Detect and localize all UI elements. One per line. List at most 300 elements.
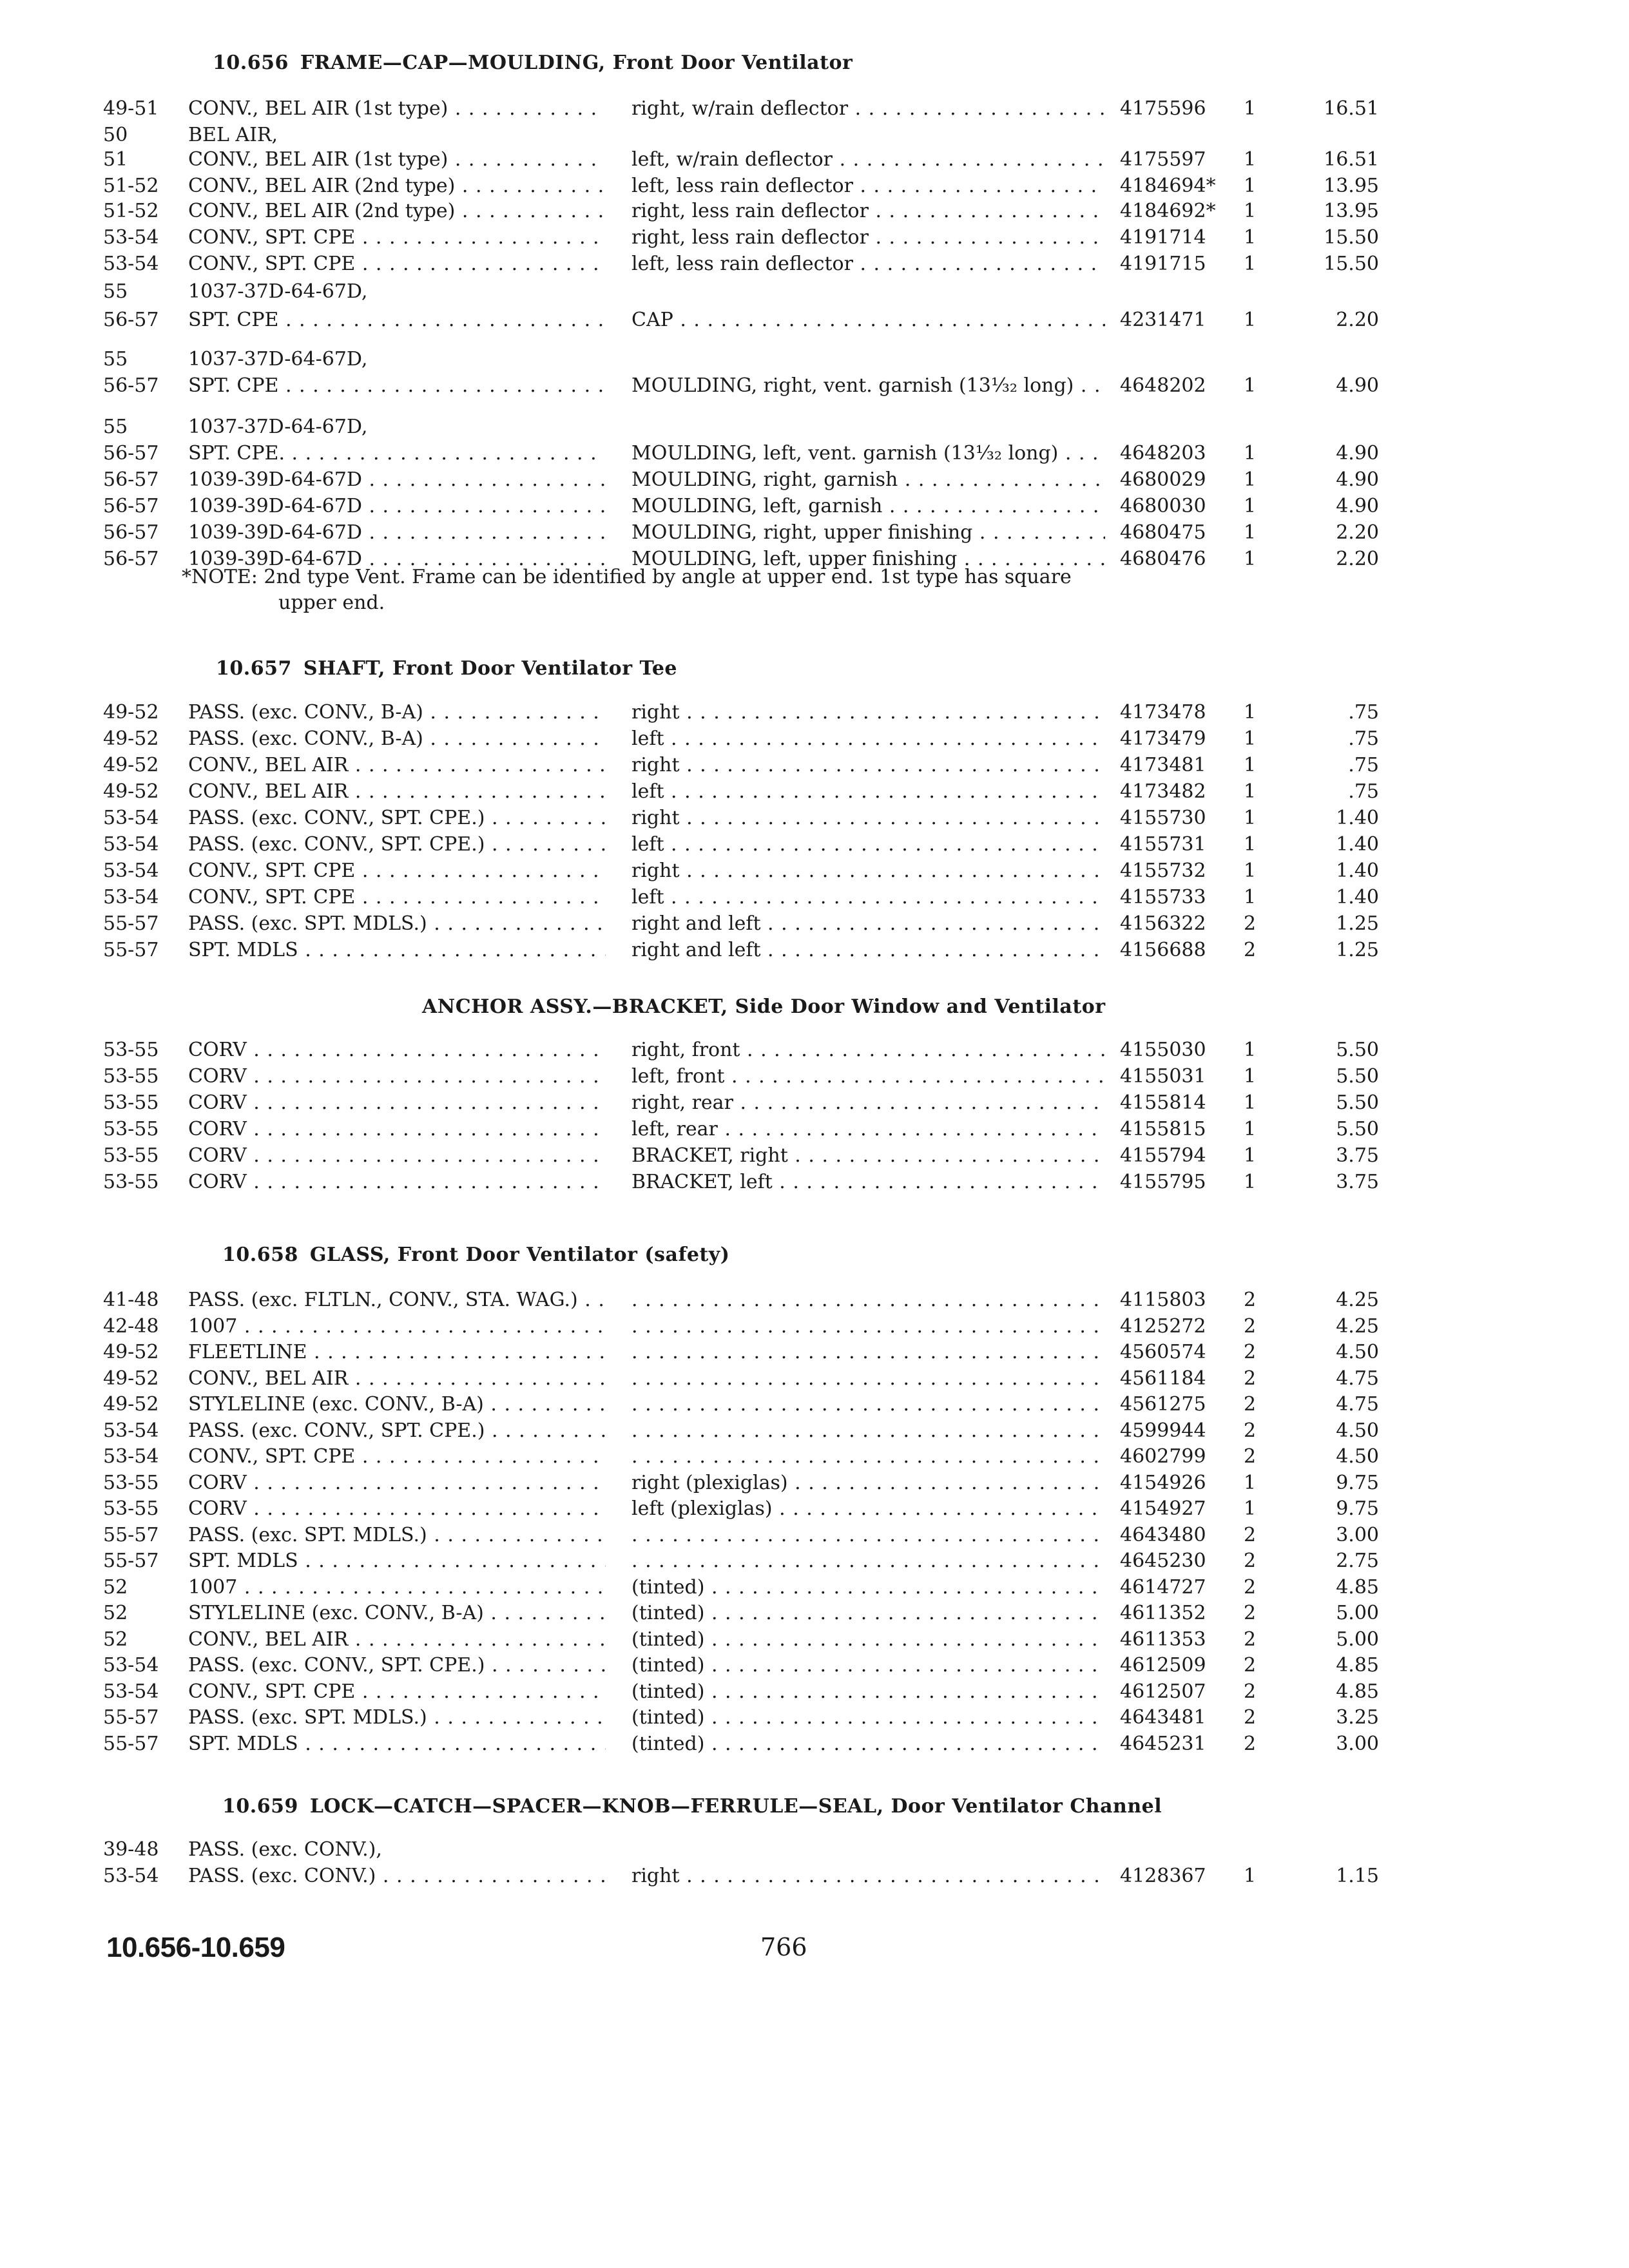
model-year: 51 bbox=[103, 148, 128, 171]
quantity: 2 bbox=[1244, 1550, 1257, 1572]
part-description bbox=[631, 1287, 1105, 1313]
quantity: 1 bbox=[1244, 200, 1257, 222]
part-row bbox=[0, 519, 1629, 546]
model-description: PASS. (exc. CONV.), bbox=[188, 1838, 382, 1861]
part-row bbox=[0, 1731, 1629, 1757]
model-description: CORV . . . bbox=[188, 1116, 606, 1142]
part-row bbox=[0, 1142, 1629, 1169]
model-description: CONV., BEL AIR . . . bbox=[188, 1365, 606, 1392]
model-description: PASS. (exc. SPT. MDLS.) . . . bbox=[188, 1704, 606, 1731]
part-number: 4648202 bbox=[1120, 374, 1206, 397]
price: 5.50 bbox=[1336, 1065, 1379, 1088]
model-description: 1039-39D-64-67D . . . bbox=[188, 519, 606, 546]
model-year: 53-55 bbox=[103, 1497, 159, 1520]
part-description: MOULDING, right, vent. garnish (13⅟₃₂ long) . . . bbox=[631, 372, 1105, 399]
part-number: 4173479 bbox=[1120, 727, 1206, 750]
price: 16.51 bbox=[1324, 97, 1379, 120]
quantity: 1 bbox=[1244, 701, 1257, 724]
quantity: 1 bbox=[1244, 1865, 1257, 1887]
part-row bbox=[0, 146, 1629, 173]
part-row bbox=[0, 1365, 1629, 1392]
part-number: 4173478 bbox=[1120, 701, 1206, 724]
model-year: 53-55 bbox=[103, 1471, 159, 1494]
part-row bbox=[0, 95, 1629, 122]
part-row bbox=[0, 414, 1629, 440]
quantity: 1 bbox=[1244, 97, 1257, 120]
part-description: right . . . bbox=[631, 858, 1105, 884]
part-row bbox=[0, 1418, 1629, 1444]
part-description bbox=[631, 1522, 1105, 1548]
quantity: 2 bbox=[1244, 1654, 1257, 1677]
price: 5.00 bbox=[1336, 1602, 1379, 1624]
model-year: 56-57 bbox=[103, 374, 159, 397]
price: 3.75 bbox=[1336, 1144, 1379, 1167]
model-year: 55-57 bbox=[103, 912, 159, 935]
model-description: CORV . . . bbox=[188, 1037, 606, 1063]
part-description: right and left . . . bbox=[631, 937, 1105, 963]
part-row bbox=[0, 1116, 1629, 1142]
model-description: BEL AIR, bbox=[188, 124, 278, 146]
model-description: 1039-39D-64-67D . . . bbox=[188, 493, 606, 519]
model-year: 55-57 bbox=[103, 939, 159, 961]
part-number: 4175596 bbox=[1120, 97, 1206, 120]
model-year: 53-54 bbox=[103, 807, 159, 829]
model-description: 1037-37D-64-67D, bbox=[188, 348, 368, 370]
model-description: CONV., BEL AIR . . . bbox=[188, 752, 606, 778]
model-year: 49-52 bbox=[103, 1367, 159, 1390]
part-number: 4155733 bbox=[1120, 886, 1206, 908]
model-year: 56-57 bbox=[103, 521, 159, 544]
part-number: 4155814 bbox=[1120, 1091, 1206, 1114]
section-title: FRAME—CAP—MOULDING, Front Door Ventilator bbox=[300, 52, 853, 74]
page-index-code: 10.656-10.659 bbox=[106, 1932, 285, 1963]
model-description: PASS. (exc. CONV., B-A) . . . bbox=[188, 699, 606, 726]
price: 9.75 bbox=[1336, 1471, 1379, 1494]
price: 4.85 bbox=[1336, 1680, 1379, 1703]
part-number: 4115803 bbox=[1120, 1289, 1206, 1311]
price: 4.90 bbox=[1336, 468, 1379, 491]
model-description: PASS. (exc. CONV., SPT. CPE.) . . . bbox=[188, 831, 606, 858]
part-number: 4231471 bbox=[1120, 309, 1206, 331]
part-description: right . . . bbox=[631, 805, 1105, 831]
part-number: 4561275 bbox=[1120, 1393, 1206, 1416]
part-row bbox=[0, 858, 1629, 884]
part-description: (tinted) . . . bbox=[631, 1704, 1105, 1731]
model-year: 55-57 bbox=[103, 1550, 159, 1572]
quantity: 1 bbox=[1244, 442, 1257, 465]
part-row bbox=[0, 1522, 1629, 1548]
price: 16.51 bbox=[1324, 148, 1379, 171]
section-number: 10.656 bbox=[213, 52, 289, 74]
section-title: ANCHOR ASSY.—BRACKET, Side Door Window and Ventilator bbox=[422, 995, 1106, 1018]
part-description bbox=[631, 1391, 1105, 1418]
part-number: 4184692* bbox=[1120, 200, 1216, 222]
model-description: PASS. (exc. CONV., B-A) . . . bbox=[188, 726, 606, 752]
part-number: 4155795 bbox=[1120, 1171, 1206, 1193]
part-description bbox=[631, 1548, 1105, 1574]
model-year: 56-57 bbox=[103, 309, 159, 331]
model-year: 52 bbox=[103, 1628, 128, 1651]
model-description: PASS. (exc. CONV., SPT. CPE.) . . . bbox=[188, 1418, 606, 1444]
part-number: 4173481 bbox=[1120, 754, 1206, 776]
part-number: 4155732 bbox=[1120, 860, 1206, 882]
model-year: 53-54 bbox=[103, 886, 159, 908]
part-number: 4155030 bbox=[1120, 1039, 1206, 1061]
part-description: left, less rain deflector . . . bbox=[631, 173, 1105, 199]
price: 4.85 bbox=[1336, 1575, 1379, 1599]
model-description: CONV., BEL AIR (2nd type) . . . bbox=[188, 173, 606, 199]
part-row bbox=[0, 1169, 1629, 1195]
price: 3.75 bbox=[1336, 1171, 1379, 1193]
part-description: right, front . . . bbox=[631, 1037, 1105, 1063]
model-year: 49-52 bbox=[103, 754, 159, 776]
part-row bbox=[0, 1574, 1629, 1600]
part-number: 4645230 bbox=[1120, 1550, 1206, 1572]
quantity: 1 bbox=[1244, 860, 1257, 882]
model-description: 1007 . . . bbox=[188, 1313, 606, 1340]
price: 1.25 bbox=[1336, 939, 1379, 961]
section-title: SHAFT, Front Door Ventilator Tee bbox=[303, 657, 677, 680]
part-number: 4680476 bbox=[1120, 548, 1206, 570]
model-description: PASS. (exc. SPT. MDLS.) . . . bbox=[188, 1522, 606, 1548]
part-description: right, less rain deflector . . . bbox=[631, 198, 1105, 224]
section-title: GLASS, Front Door Ventilator (safety) bbox=[309, 1244, 730, 1266]
part-description bbox=[631, 1418, 1105, 1444]
part-description: right . . . bbox=[631, 1863, 1105, 1889]
price: 4.25 bbox=[1336, 1314, 1379, 1338]
model-year: 53-54 bbox=[103, 1654, 159, 1677]
model-year: 49-52 bbox=[103, 1341, 159, 1363]
part-row bbox=[0, 726, 1629, 752]
quantity: 1 bbox=[1244, 1118, 1257, 1140]
model-description: CONV., SPT. CPE . . . bbox=[188, 884, 606, 910]
quantity: 1 bbox=[1244, 780, 1257, 803]
part-description: MOULDING, right, upper finishing . . . bbox=[631, 519, 1105, 546]
model-year: 49-52 bbox=[103, 701, 159, 724]
model-description: PASS. (exc. SPT. MDLS.) . . . bbox=[188, 910, 606, 937]
part-description bbox=[631, 1339, 1105, 1365]
model-description: PASS. (exc. FLTLN., CONV., STA. WAG.) . . . bbox=[188, 1287, 606, 1313]
part-number: 4173482 bbox=[1120, 780, 1206, 803]
part-row bbox=[0, 346, 1629, 372]
quantity: 2 bbox=[1244, 1706, 1257, 1729]
part-row bbox=[0, 1495, 1629, 1522]
model-description: CORV . . . bbox=[188, 1090, 606, 1116]
part-row bbox=[0, 1287, 1629, 1313]
part-number: 4125272 bbox=[1120, 1314, 1206, 1338]
model-description: CORV . . . bbox=[188, 1495, 606, 1522]
page-number: 766 bbox=[760, 1933, 807, 1961]
price: 2.75 bbox=[1336, 1550, 1379, 1572]
quantity: 2 bbox=[1244, 1314, 1257, 1338]
model-description: CONV., BEL AIR (2nd type) . . . bbox=[188, 198, 606, 224]
part-number: 4614727 bbox=[1120, 1575, 1206, 1599]
price: 2.20 bbox=[1336, 309, 1379, 331]
quantity: 1 bbox=[1244, 1471, 1257, 1494]
part-row bbox=[0, 1037, 1629, 1063]
price: 4.90 bbox=[1336, 442, 1379, 465]
model-year: 52 bbox=[103, 1575, 128, 1599]
price: 3.00 bbox=[1336, 1732, 1379, 1755]
part-row bbox=[0, 752, 1629, 778]
model-year: 56-57 bbox=[103, 442, 159, 465]
price: 5.50 bbox=[1336, 1039, 1379, 1061]
quantity: 1 bbox=[1244, 727, 1257, 750]
price: 4.90 bbox=[1336, 374, 1379, 397]
quantity: 1 bbox=[1244, 886, 1257, 908]
model-year: 55-57 bbox=[103, 1732, 159, 1755]
part-row bbox=[0, 198, 1629, 224]
part-number: 4612507 bbox=[1120, 1680, 1206, 1703]
part-row bbox=[0, 1063, 1629, 1090]
model-year: 53-55 bbox=[103, 1118, 159, 1140]
quantity: 2 bbox=[1244, 939, 1257, 961]
model-year: 51-52 bbox=[103, 200, 159, 222]
quantity: 2 bbox=[1244, 1419, 1257, 1442]
price: 1.25 bbox=[1336, 912, 1379, 935]
part-number: 4154927 bbox=[1120, 1497, 1206, 1520]
model-year: 55 bbox=[103, 416, 128, 438]
model-description: CONV., SPT. CPE . . . bbox=[188, 1443, 606, 1470]
part-description: (tinted) . . . bbox=[631, 1678, 1105, 1705]
part-description: CAP . . . bbox=[631, 307, 1105, 333]
part-row bbox=[0, 251, 1629, 277]
model-year: 49-52 bbox=[103, 780, 159, 803]
model-description: 1039-39D-64-67D . . . bbox=[188, 546, 606, 572]
quantity: 2 bbox=[1244, 1680, 1257, 1703]
part-description: left . . . bbox=[631, 726, 1105, 752]
model-year: 53-54 bbox=[103, 1680, 159, 1703]
part-row bbox=[0, 372, 1629, 399]
section-heading bbox=[213, 52, 853, 74]
quantity: 1 bbox=[1244, 374, 1257, 397]
price: 5.00 bbox=[1336, 1628, 1379, 1651]
part-description: right, less rain deflector . . . bbox=[631, 224, 1105, 251]
model-description: CONV., SPT. CPE . . . bbox=[188, 858, 606, 884]
part-row bbox=[0, 493, 1629, 519]
part-number: 4155731 bbox=[1120, 833, 1206, 856]
part-row bbox=[0, 1470, 1629, 1496]
part-description bbox=[631, 1443, 1105, 1470]
quantity: 2 bbox=[1244, 1602, 1257, 1624]
part-number: 4560574 bbox=[1120, 1341, 1206, 1363]
footnote-line-2: upper end. bbox=[278, 591, 385, 614]
section-number: 10.658 bbox=[222, 1244, 298, 1266]
price: 2.20 bbox=[1336, 548, 1379, 570]
quantity: 2 bbox=[1244, 1445, 1257, 1468]
part-row bbox=[0, 910, 1629, 937]
model-description: CONV., BEL AIR . . . bbox=[188, 1626, 606, 1653]
part-row bbox=[0, 173, 1629, 199]
price: 1.40 bbox=[1336, 807, 1379, 829]
part-row bbox=[0, 1678, 1629, 1705]
part-row bbox=[0, 224, 1629, 251]
model-description: CONV., BEL AIR . . . bbox=[188, 778, 606, 805]
part-description bbox=[631, 1365, 1105, 1392]
part-number: 4599944 bbox=[1120, 1419, 1206, 1442]
part-description: right and left . . . bbox=[631, 910, 1105, 937]
part-number: 4175597 bbox=[1120, 148, 1206, 171]
part-row bbox=[0, 1600, 1629, 1626]
model-year: 52 bbox=[103, 1602, 128, 1624]
quantity: 2 bbox=[1244, 1367, 1257, 1390]
model-description: SPT. MDLS . . . bbox=[188, 937, 606, 963]
part-row bbox=[0, 831, 1629, 858]
price: 9.75 bbox=[1336, 1497, 1379, 1520]
part-description: (tinted) . . . bbox=[631, 1731, 1105, 1757]
model-year: 55 bbox=[103, 348, 128, 370]
model-description: SPT. CPE. . . . bbox=[188, 440, 606, 466]
price: 5.50 bbox=[1336, 1118, 1379, 1140]
part-number: 4156688 bbox=[1120, 939, 1206, 961]
part-row bbox=[0, 1443, 1629, 1470]
model-year: 55-57 bbox=[103, 1523, 159, 1546]
part-number: 4680029 bbox=[1120, 468, 1206, 491]
part-description: MOULDING, left, garnish . . . bbox=[631, 493, 1105, 519]
part-row bbox=[0, 466, 1629, 493]
model-description: 1039-39D-64-67D . . . bbox=[188, 466, 606, 493]
price: .75 bbox=[1348, 701, 1379, 724]
section-number: 10.657 bbox=[216, 657, 292, 680]
price: .75 bbox=[1348, 727, 1379, 750]
model-description: STYLELINE (exc. CONV., B-A) . . . bbox=[188, 1600, 606, 1626]
quantity: 2 bbox=[1244, 1523, 1257, 1546]
quantity: 2 bbox=[1244, 1732, 1257, 1755]
price: 4.25 bbox=[1336, 1289, 1379, 1311]
model-year: 42-48 bbox=[103, 1314, 159, 1338]
model-description: CORV . . . bbox=[188, 1063, 606, 1090]
price: 4.50 bbox=[1336, 1341, 1379, 1363]
model-description: CONV., SPT. CPE . . . bbox=[188, 251, 606, 277]
price: 4.75 bbox=[1336, 1393, 1379, 1416]
price: 4.50 bbox=[1336, 1445, 1379, 1468]
part-row bbox=[0, 884, 1629, 910]
quantity: 1 bbox=[1244, 495, 1257, 517]
part-row bbox=[0, 778, 1629, 805]
model-description: STYLELINE (exc. CONV., B-A) . . . bbox=[188, 1391, 606, 1418]
quantity: 1 bbox=[1244, 754, 1257, 776]
part-description: right, w/rain deflector . . . bbox=[631, 95, 1105, 122]
part-description: left . . . bbox=[631, 778, 1105, 805]
price: 15.50 bbox=[1324, 226, 1379, 249]
price: 1.40 bbox=[1336, 860, 1379, 882]
part-description: right, rear . . . bbox=[631, 1090, 1105, 1116]
model-description: 1037-37D-64-67D, bbox=[188, 280, 368, 303]
part-description: left . . . bbox=[631, 884, 1105, 910]
model-year: 39-48 bbox=[103, 1838, 159, 1861]
model-year: 56-57 bbox=[103, 495, 159, 517]
part-row bbox=[0, 1339, 1629, 1365]
part-number: 4155730 bbox=[1120, 807, 1206, 829]
part-number: 4645231 bbox=[1120, 1732, 1206, 1755]
footnote-line-1: *NOTE: 2nd type Vent. Frame can be identified by angle at upper end. 1st type has square bbox=[182, 566, 1072, 588]
part-description: left, less rain deflector . . . bbox=[631, 251, 1105, 277]
part-row bbox=[0, 1704, 1629, 1731]
quantity: 1 bbox=[1244, 1171, 1257, 1193]
model-description: CORV . . . bbox=[188, 1169, 606, 1195]
part-row bbox=[0, 307, 1629, 333]
part-description: right (plexiglas) . . . bbox=[631, 1470, 1105, 1496]
quantity: 1 bbox=[1244, 226, 1257, 249]
model-description: SPT. MDLS . . . bbox=[188, 1731, 606, 1757]
quantity: 1 bbox=[1244, 148, 1257, 171]
model-description: CONV., BEL AIR (1st type) . . . bbox=[188, 146, 606, 173]
part-number: 4155794 bbox=[1120, 1144, 1206, 1167]
part-description: right . . . bbox=[631, 752, 1105, 778]
model-year: 53-55 bbox=[103, 1039, 159, 1061]
model-year: 55-57 bbox=[103, 1706, 159, 1729]
model-year: 41-48 bbox=[103, 1289, 159, 1311]
quantity: 1 bbox=[1244, 548, 1257, 570]
quantity: 1 bbox=[1244, 175, 1257, 197]
part-row bbox=[0, 1626, 1629, 1653]
model-year: 49-51 bbox=[103, 97, 159, 120]
part-number: 4680475 bbox=[1120, 521, 1206, 544]
quantity: 1 bbox=[1244, 253, 1257, 275]
model-year: 53-54 bbox=[103, 253, 159, 275]
part-row bbox=[0, 1548, 1629, 1574]
part-number: 4155031 bbox=[1120, 1065, 1206, 1088]
section-heading bbox=[222, 1244, 729, 1266]
section-number: 10.659 bbox=[222, 1795, 298, 1818]
part-number: 4680030 bbox=[1120, 495, 1206, 517]
price: 3.00 bbox=[1336, 1523, 1379, 1546]
quantity: 1 bbox=[1244, 807, 1257, 829]
quantity: 2 bbox=[1244, 1628, 1257, 1651]
part-description: BRACKET, left . . . bbox=[631, 1169, 1105, 1195]
model-year: 50 bbox=[103, 124, 128, 146]
model-description: SPT. CPE . . . bbox=[188, 372, 606, 399]
model-year: 53-55 bbox=[103, 1065, 159, 1088]
quantity: 1 bbox=[1244, 1039, 1257, 1061]
part-number: 4191715 bbox=[1120, 253, 1206, 275]
model-year: 53-55 bbox=[103, 1171, 159, 1193]
quantity: 1 bbox=[1244, 1065, 1257, 1088]
model-description: PASS. (exc. CONV.) . . . bbox=[188, 1863, 606, 1889]
model-year: 53-54 bbox=[103, 833, 159, 856]
part-number: 4154926 bbox=[1120, 1471, 1206, 1494]
quantity: 1 bbox=[1244, 833, 1257, 856]
model-description: 1037-37D-64-67D, bbox=[188, 416, 368, 438]
price: 4.50 bbox=[1336, 1419, 1379, 1442]
part-row bbox=[0, 1836, 1629, 1863]
part-description: right . . . bbox=[631, 699, 1105, 726]
part-row bbox=[0, 278, 1629, 305]
model-year: 53-54 bbox=[103, 860, 159, 882]
quantity: 2 bbox=[1244, 1575, 1257, 1599]
price: 5.50 bbox=[1336, 1091, 1379, 1114]
part-number: 4611352 bbox=[1120, 1602, 1206, 1624]
quantity: 2 bbox=[1244, 1289, 1257, 1311]
part-row bbox=[0, 699, 1629, 726]
part-description: MOULDING, left, upper finishing . . . bbox=[631, 546, 1105, 572]
price: 1.15 bbox=[1336, 1865, 1379, 1887]
quantity: 2 bbox=[1244, 912, 1257, 935]
footnote bbox=[182, 564, 1148, 616]
part-description: (tinted) . . . bbox=[631, 1600, 1105, 1626]
price: 4.75 bbox=[1336, 1367, 1379, 1390]
model-year: 51-52 bbox=[103, 175, 159, 197]
price: .75 bbox=[1348, 754, 1379, 776]
part-row bbox=[0, 122, 1629, 148]
part-description bbox=[631, 1313, 1105, 1340]
model-description: 1007 . . . bbox=[188, 1574, 606, 1600]
price: 13.95 bbox=[1324, 175, 1379, 197]
quantity: 2 bbox=[1244, 1341, 1257, 1363]
part-row bbox=[0, 1863, 1629, 1889]
model-year: 53-54 bbox=[103, 1445, 159, 1468]
model-year: 53-54 bbox=[103, 226, 159, 249]
